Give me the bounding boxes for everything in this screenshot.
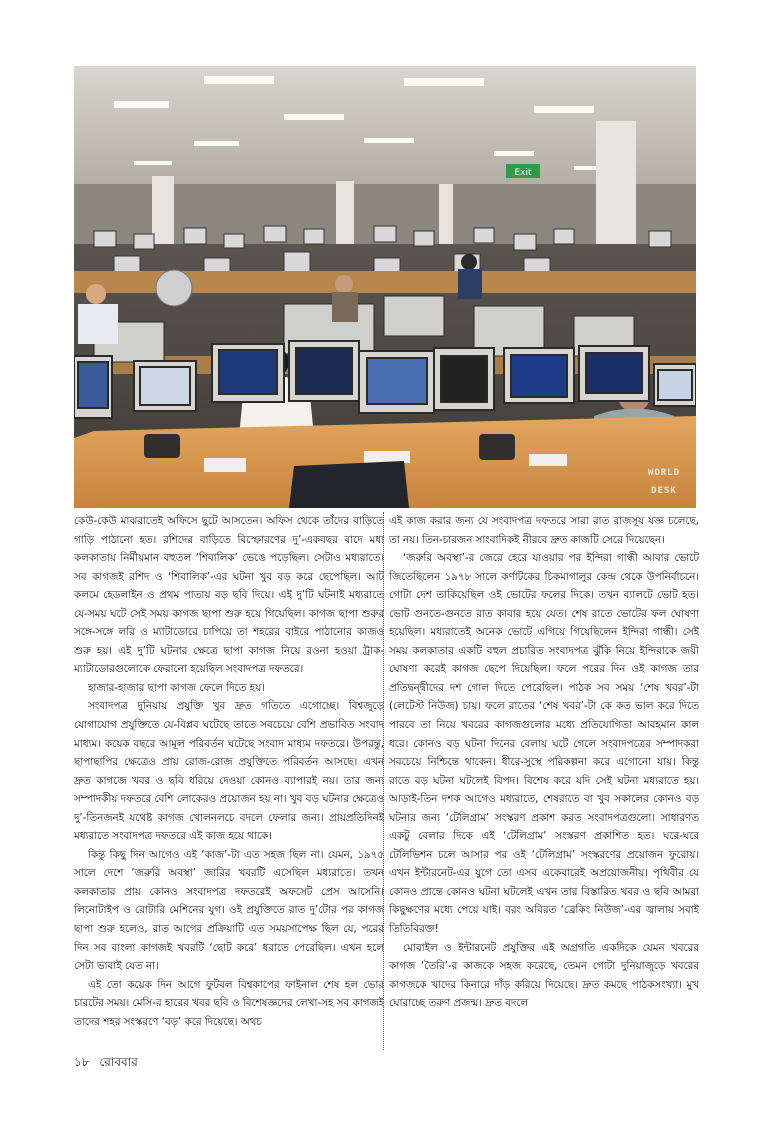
paragraph: মোবাইল ও ইন্টারনেট প্রযুক্তির এই অগ্রগতি একদিকে যেমন খবরের কাগজ ‘তৈরি’-র কাজকে সহজ করেছে, তেমন গোটা দুনিয়াজুড়ে খবরের কাগজকে খাদের কিনারে দাঁড় করিয়ে দিয়েছে। দ্রুত কমছে পাঠকসংখ্যা। মুখ ঘোরাচ্ছে তরুণ প্রজন্ম। দ্রুত বদলে	[389, 941, 699, 1010]
newsroom-photo	[74, 66, 696, 508]
section-name: রোববার	[99, 1055, 138, 1069]
world-desk-label-line1: WORLD	[647, 468, 680, 478]
paragraph: কিন্তু কিছু দিন আগেও এই ‘কাজ’-টা এত সহজ ছিল না। যেমন, ১৯৭৫ সালে দেশে ‘জরুরি অবস্থা’ জারির খবরটি এসেছিল মধ্যরাতে। তখন কলকাতার প্রায় কোনও সংবাদপত্র দফতরেই অফসেট প্রেস আসেনি। লিনোটাইপ ও রোটারি মেশিনের যুগ। ওই প্রযুক্তিতে রাত দু’টোর পর কাগজ ছাপা শুরু হলেও, রাত আগের প্রক্রিয়াটি এত সময়সাপেক্ষ ছিল যে, পরের দিন সব বাংলা কাগজই খবরটি ‘ছোট করে’ ধরাতে পেরেছিল। এখন হলে সেটা ভাবাই যেত না।	[74, 848, 384, 973]
paragraph: কেউ-কেউ মাঝরাতেই অফিসে ছুটে আসতেন। অফিস থেকে তাঁদের বাড়িতে গাড়ি পাঠানো হত। রশিদের বাড়িতে বিস্ফোরণের দু’-একবছর বাদে মধ্য কলকাতায় নির্মীয়মান বহুতল ‘শিবালিক’ ভেঙে পড়েছিল। সেটাও মধ্যরাতে। সব কাগজই রশিদ ও ‘শিবালিক’-এর ঘটনা খুব বড় করে ছেপেছিল। আট কলমে হেডলাইন ও প্রথম পাতায় বড় ছবি দিয়ে। এই দু’টি ঘটনাই মধ্যরাতে যে-সময় ঘটে সেই সময় কাগজ ছাপা শুরু হয়ে গিয়েছিল। কাগজ ছাপা শুরুর সঙ্গে-সঙ্গে লরি ও ম্যাটাডোরে চাপিয়ে তা শহরের বাইরে পাঠানোর কাজও শুরু হয়। এই দু’টি ঘটনার ক্ষেত্রে ছাপা কাগজ নিয়ে রওনা হওয়া ট্রাক-ম্যাটাডোরগুলোকে ফেরানো হয়েছিল সংবাদপত্র দফতরে।	[74, 515, 384, 676]
paragraph: ‘জরুরি অবস্থা’-র জেরে হেরে যাওয়ার পর ইন্দিরা গান্ধী আবার ভোটে জিতেছিলেন ১৯৭৮ সালে কর্ণাটকের চিকমাগালুর কেন্দ্র থেকে উপনির্বাচনে। গোটা দেশ তাকিয়েছিল ওই ভোটের ফলের দিকে। তখন ব্যালটে ভোট হত। ভোট গুনতে-গুনতে রাত কাবার হয়ে যেত। শেষ রাতে ভোটের ফল ঘোষণা হয়েছিল। মধ্যরাতেই অনেক ভোটে এগিয়ে গিয়েছিলেন ইন্দিরা গান্ধী। সেই সময় কলকাতার একটি বহুল প্রচারিত সংবাদপত্র ঝুঁকি নিয়ে ইন্দিরাকে জয়ী ঘোষণা করেই কাগজ ছেপে দিয়েছিল। ফলে পরের দিন ওই কাগজ তার প্রতিদ্বন্দ্বীদের দশ গোল দিতে পেরেছিল। পাঠক সব সময় ‘শেষ খবর’-টা (লেটেস্ট নিউজ) চায়। ফলে রাতের ‘শেষ খবর’-টা কে কত ভাল করে দিতে পারবে তা নিয়ে খবরের কাগজগুলোর মধ্যে প্রতিযোগিতা আবহমান কাল ধরে। কোনও বড় ঘটনা দিনের বেলায় ঘটে গেলে সংবাদপত্রের সম্পাদকরা সবচেয়ে নিশ্চিন্তে থাকেন। ধীরে-সুস্থে পরিকল্পনা করে এগোনো যায়। কিন্তু রাতে বড় ঘটনা ঘটলেই বিপদ। বিশেষ করে যদি সেই ঘটনা মধ্যরাতে হয়। আড়াই-তিন দশক আগেও মধ্যরাতে, শেষরাতে বা খুব সকালের কোনও বড় ঘটনার জন্য ‘টেলিগ্রাম’ সংস্করণ প্রকাশ করত সংবাদপত্রগুলো। সাধারণত একটু বেলার দিকে এই ‘টেলিগ্রাম’ সংস্করণ প্রকাশিত হত। ঘরে-ঘরে টেলিভিশন চলে আসার পর ওই ‘টেলিগ্রাম’ সংস্করণের প্রয়োজন ফুরোয়। এখন ইন্টারনেট-এর যুগে তো এসব একেবারেই অপ্রয়োজনীয়। পৃথিবীর যে কোনও প্রান্তে কোনও ঘটনা ঘটলেই এখন তার বিস্তারিত খবর ও ছবি আমরা কিছুক্ষণের মধ্যে পেয়ে যাই। বরং অবিরত ‘ব্রেকিং নিউজ’-এর জ্বালায় সবাই তিতিবিরক্ত!	[389, 552, 699, 936]
world-desk-label	[648, 464, 680, 500]
exit-sign-text: Exit	[514, 168, 532, 178]
column-divider	[383, 512, 384, 1050]
article-left-column	[74, 512, 384, 1050]
page-number: ১৮	[74, 1055, 90, 1069]
paragraph: এই তো কয়েক দিন আগে ফুটবল বিশ্বকাপের ফাইনাল শেষ হল ভোর চারটের সময়। মেসি-র হারের খবর ছবি ও বিশেষজ্ঞদের লেখা-সহ সব কাগজই তাদের শহর সংস্করণে ‘বড়’ করে দিয়েছে। অথচ	[74, 978, 384, 1028]
world-desk-label-line2: DESK	[651, 486, 677, 496]
paragraph: এই কাজ করার জন্য যে সংবাদপত্র দফতরে সারা রাত রাজসূয় যজ্ঞ চলেছে, তা নয়। তিন-চারজন সাংবাদিকই নীরবে দ্রুত কাজটি সেরে দিয়েছেন।	[389, 515, 699, 546]
paragraph: হাজার-হাজার ছাপা কাগজ ফেলে দিতে হয়।	[88, 681, 265, 694]
article-right-column	[389, 512, 699, 1050]
desk-fan	[156, 270, 192, 306]
paragraph: সংবাদপত্র দুনিয়ায় প্রযুক্তি খুব দ্রুত গতিতে এগোচ্ছে। বিশ্বজুড়ে যোগাযোগ প্রযুক্তিতে যে-বিপ্লব ঘটেছে তাতে সবচেয়ে বেশি প্রভাবিত সংবাদ মাধ্যম। কয়েক বছরে আমূল পরিবর্তন ঘটেছে সংবাদ মাধ্যম দফতরে। উপরন্তু, ছাপাছাপির ক্ষেত্রেও প্রায় রোজ-রোজ প্রযুক্তিতে পরিবর্তন আসছে। এখন দ্রুত কাগজে খবর ও ছবি ধরিয়ে দেওয়া কোনও ব্যাপারই নয়। তার জন্য সম্পাদকীয় দফতরে বেশি লোকেরও প্রয়োজন হয় না। খুব বড় ঘটনার ক্ষেত্রেও দু’-তিনজনই যথেষ্ট কাগজ খোলনলচে বদলে ফেলার জন্য। প্রায়প্রতিদিনই মধ্যরাতে সংবাদপত্র দফতরে এই কাজ হয়ে থাকে।	[74, 700, 384, 843]
office-chair	[289, 461, 409, 508]
page-footer	[74, 1054, 144, 1074]
newsroom-illustration	[74, 66, 696, 508]
